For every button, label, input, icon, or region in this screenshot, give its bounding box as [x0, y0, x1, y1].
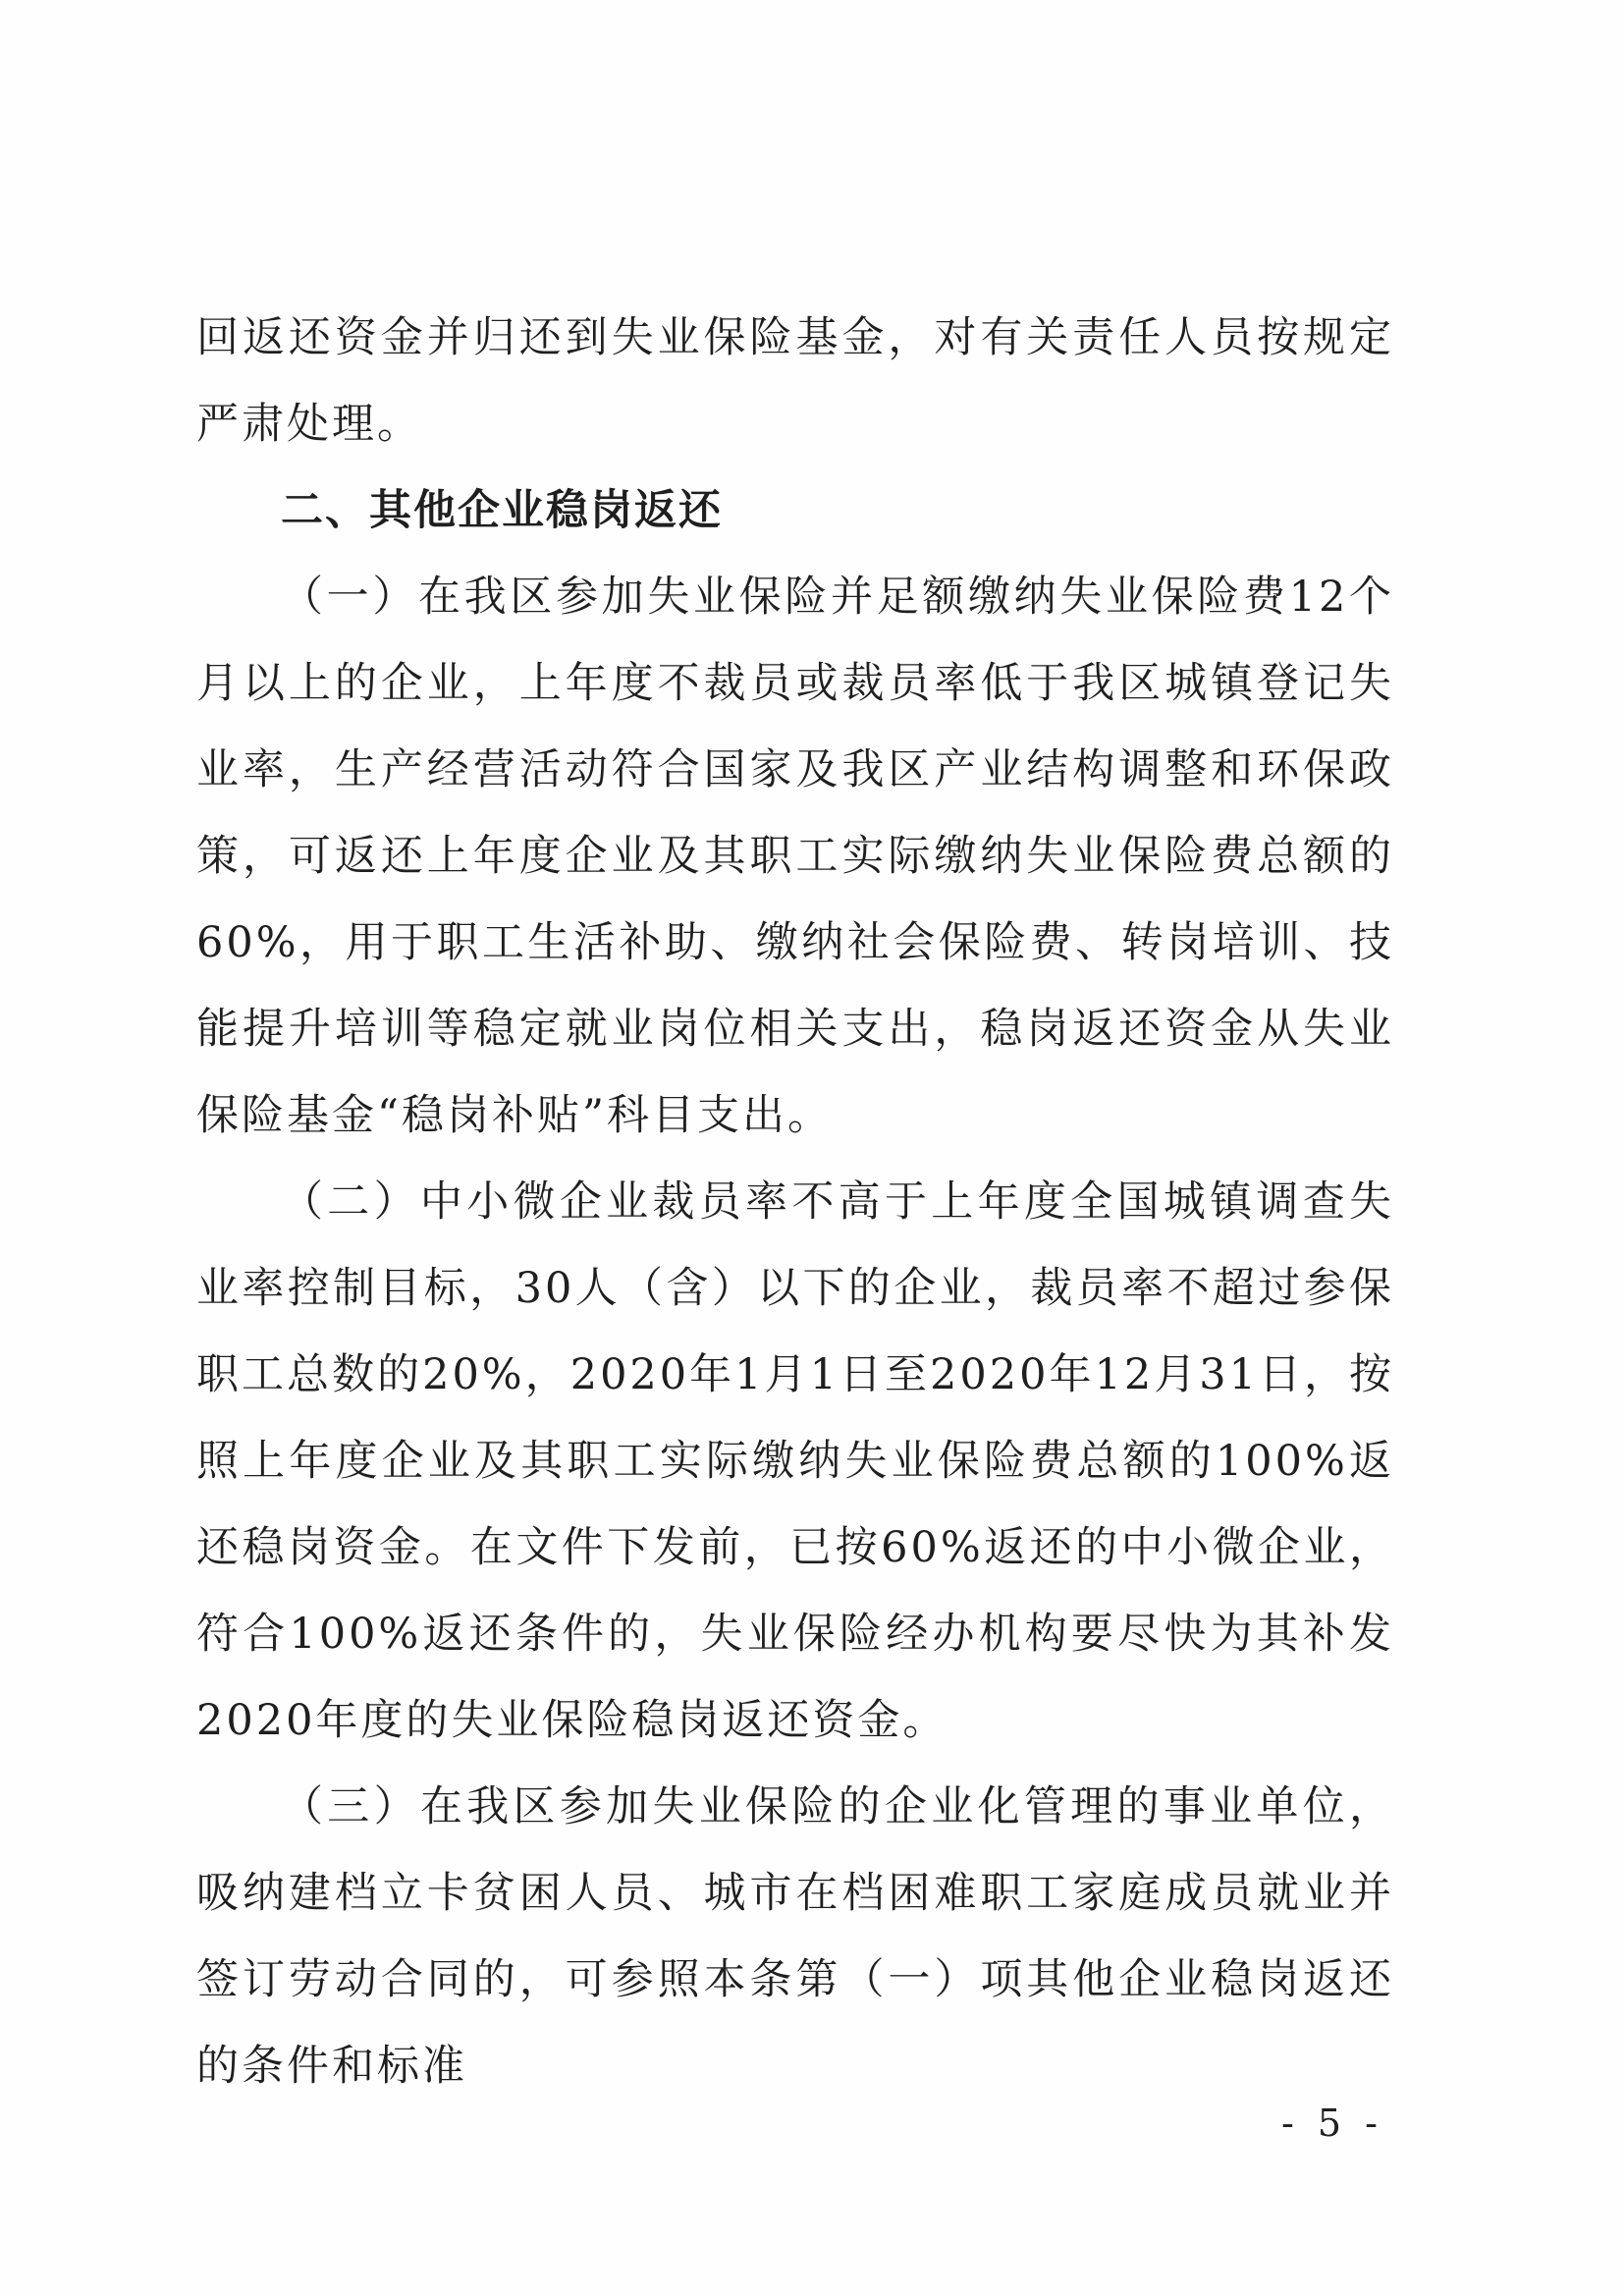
paragraph-2: （二）中小微企业裁员率不高于上年度全国城镇调查失业率控制目标，30人（含）以下的企业，裁员率不超过参保职工总数的20%，2020年1月1日至2020年12月31日，按照上年度企业及其职工实际缴纳失业保险费总额的100%返还稳岗资金。在文件下发前，已按60%返还的中小微企业，符合100%返还条件的，失业保险经办机构要尽快为其补发2020年度的失业保险稳岗返还资金。 — [196, 1177, 1394, 1745]
page-number: - 5 - — [1280, 2102, 1383, 2145]
paragraph-1: （一）在我区参加失业保险并足额缴纳失业保险费12个月以上的企业，上年度不裁员或裁员率低于我区城镇登记失业率，生产经营活动符合国家及我区产业结构调整和环保政策，可返还上年度企业及其职工实际缴纳失业保险费总额的60%，用于职工生活补助、缴纳社会保险费、转岗培训、技能提升培训等稳定就业岗位相关支出，稳岗返还资金从失业保险基金“稳岗补贴”科目支出。 — [196, 573, 1394, 1140]
section-heading: 二、其他企业稳岗返还 — [281, 486, 723, 535]
document-body — [196, 295, 1394, 2109]
continuation-paragraph: 回返还资金并归还到失业保险基金，对有关责任人员按规定严肃处理。 — [196, 313, 1394, 449]
paragraph-3: （三）在我区参加失业保险的企业化管理的事业单位，吸纳建档立卡贫困人员、城市在档困难职工家庭成员就业并签订劳动合同的，可参照本条第（一）项其他企业稳岗返还的条件和标准 — [196, 1782, 1394, 2091]
